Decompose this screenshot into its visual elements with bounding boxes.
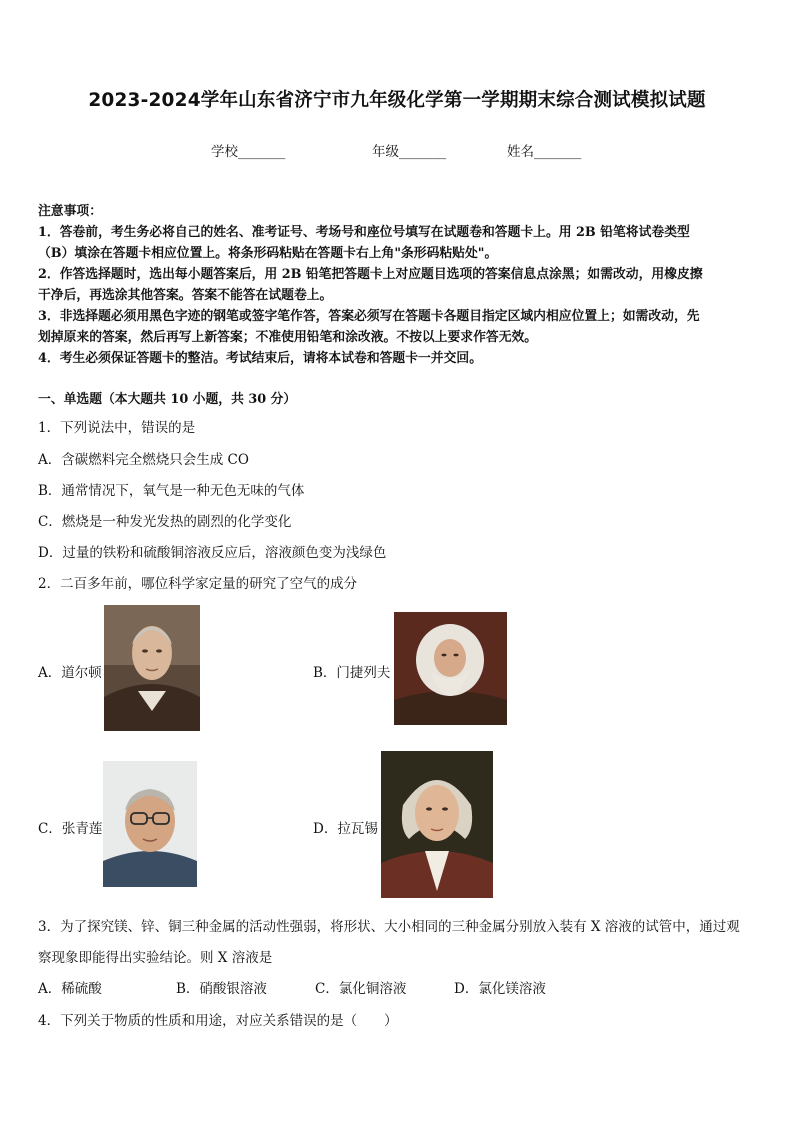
question-2-option-d: D．拉瓦锡 bbox=[313, 821, 378, 837]
page-title: 2023-2024学年山东省济宁市九年级化学第一学期期末综合测试模拟试题 bbox=[88, 90, 706, 111]
school-field: 学校_______ bbox=[211, 144, 286, 160]
notice-heading: 注意事项： bbox=[38, 204, 102, 219]
question-3-stem-line-1: 3．为了探究镁、锌、铜三种金属的活动性强弱，将形状、大小相同的三种金属分别放入装有 X 溶液的试管中，通过观 bbox=[38, 919, 740, 935]
lavoisier-portrait bbox=[381, 751, 493, 898]
grade-field: 年级_______ bbox=[372, 144, 447, 160]
question-1-stem: 1．下列说法中，错误的是 bbox=[38, 420, 196, 436]
notice-line: 1．答卷前，考生务必将自己的姓名、准考证号、考场号和座位号填写在试题卷和答题卡上。用 2B 铅笔将试卷类型 bbox=[38, 225, 690, 240]
question-2-option-b: B．门捷列夫 bbox=[313, 665, 391, 681]
question-1-option-c: C．燃烧是一种发光发热的剧烈的化学变化 bbox=[38, 514, 292, 530]
notice-line: 3．非选择题必须用黑色字迹的钢笔或签字笔作答，答案必须写在答题卡各题目指定区域内相应位置上；如需改动，先 bbox=[38, 309, 700, 324]
question-2-option-a: A．道尔顿 bbox=[38, 665, 102, 681]
question-1-option-b: B．通常情况下，氧气是一种无色无味的气体 bbox=[38, 483, 305, 499]
question-2-option-c: C．张青莲 bbox=[38, 821, 103, 837]
question-1-option-a: A．含碳燃料完全燃烧只会生成 CO bbox=[38, 452, 249, 468]
name-field: 姓名_______ bbox=[507, 144, 582, 160]
zhang-qinglian-portrait bbox=[103, 761, 197, 887]
notice-line: 4．考生必须保证答题卡的整洁。考试结束后，请将本试卷和答题卡一并交回。 bbox=[38, 351, 482, 366]
mendeleev-portrait bbox=[394, 612, 507, 725]
dalton-portrait bbox=[104, 605, 200, 731]
question-3-option-d: D．氯化镁溶液 bbox=[454, 981, 546, 997]
question-3-option-a: A．稀硫酸 bbox=[38, 981, 102, 997]
question-4-stem: 4．下列关于物质的性质和用途，对应关系错误的是（ ） bbox=[38, 1013, 398, 1029]
section-heading: 一、单选题（本大题共 10 小题，共 30 分） bbox=[38, 392, 297, 407]
notice-line: 划掉原来的答案，然后再写上新答案；不准使用铅笔和涂改液。不按以上要求作答无效。 bbox=[38, 330, 538, 345]
notice-line: 干净后，再选涂其他答案。答案不能答在试题卷上。 bbox=[38, 288, 333, 303]
question-3-stem-line-2: 察现象即能得出实验结论。则 X 溶液是 bbox=[38, 950, 273, 966]
question-2-stem: 2．二百多年前，哪位科学家定量的研究了空气的成分 bbox=[38, 576, 358, 592]
question-1-option-d: D．过量的铁粉和硫酸铜溶液反应后，溶液颜色变为浅绿色 bbox=[38, 545, 387, 561]
question-3-option-c: C．氯化铜溶液 bbox=[315, 981, 407, 997]
notice-line: （B）填涂在答题卡相应位置上。将条形码粘贴在答题卡右上角"条形码粘贴处"。 bbox=[38, 246, 498, 261]
question-3-option-b: B．硝酸银溶液 bbox=[176, 981, 267, 997]
notice-line: 2．作答选择题时，选出每小题答案后，用 2B 铅笔把答题卡上对应题目选项的答案信息点涂黑；如需改动，用橡皮擦 bbox=[38, 267, 703, 282]
